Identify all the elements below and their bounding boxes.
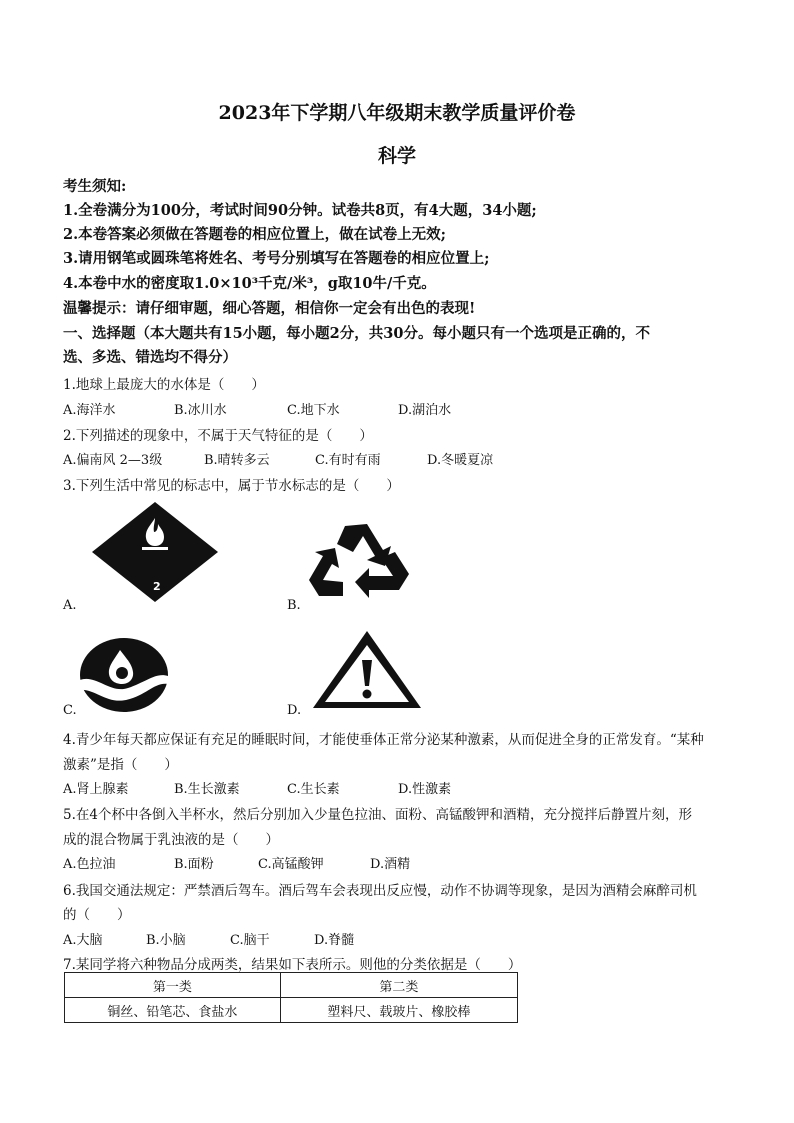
q1-option-a: A.海洋水 <box>63 403 116 418</box>
q3-option-c: C. <box>63 703 77 718</box>
question-2-stem: 2.下列描述的现象中，不属于天气特征的是（ ） <box>63 428 373 444</box>
flammable-gas-sign-icon <box>90 500 220 604</box>
section-heading-line2: 选、多选、错选均不得分） <box>63 349 237 366</box>
table-header-cell: 第二类 <box>280 973 517 998</box>
notice-item-2: 2.本卷答案必须做在答题卷的相应位置上，做在试卷上无效; <box>63 226 446 243</box>
q5-option-d: D.酒精 <box>370 857 411 872</box>
q1-option-c: C.地下水 <box>287 403 340 418</box>
q6-option-a: A.大脑 <box>63 933 103 948</box>
q3-option-d: D. <box>287 703 302 718</box>
table-header-cell: 第一类 <box>65 973 281 998</box>
section-heading-line1: 一、选择题（本大题共有15小题，每小题2分，共30分。每小题只有一个选项是正确的，不 <box>63 325 650 342</box>
q6-option-c: C.脑干 <box>230 933 270 948</box>
q2-option-d: D.冬暖夏凉 <box>427 453 494 468</box>
notice-heading: 考生须知: <box>63 178 127 195</box>
question-3-stem: 3.下列生活中常见的标志中，属于节水标志的是（ ） <box>63 478 400 494</box>
q2-option-b: B.晴转多云 <box>204 453 270 468</box>
table-cell: 铜丝、铅笔芯、食盐水 <box>65 998 281 1023</box>
subject-title: 科学 <box>377 145 416 167</box>
notice-tip: 温馨提示：请仔细审题，细心答题，相信你一定会有出色的表现! <box>63 300 476 317</box>
question-4-stem-line1: 4.青少年每天都应保证有充足的睡眠时间，才能使垂体正常分泌某种激素，从而促进全身的正常发育。“某种 <box>63 732 704 748</box>
q1-option-d: D.湖泊水 <box>398 403 452 418</box>
notice-item-3: 3.请用钢笔或圆珠笔将姓名、考号分别填写在答题卷的相应位置上; <box>63 250 490 267</box>
q6-option-b: B.小脑 <box>146 933 186 948</box>
sign-a-number: 2 <box>153 580 161 593</box>
q2-option-a: A.偏南风 2—3级 <box>63 453 163 468</box>
q4-option-c: C.生长素 <box>287 782 340 797</box>
table-header-row <box>65 973 518 998</box>
classification-table <box>64 972 518 1023</box>
recycle-sign-icon <box>305 520 417 602</box>
q4-option-b: B.生长激素 <box>174 782 240 797</box>
table-row <box>65 998 518 1023</box>
water-saving-sign-icon <box>76 636 172 714</box>
warning-sign-icon <box>310 628 424 712</box>
question-1-stem: 1.地球上最庞大的水体是（ ） <box>63 377 265 393</box>
q4-option-a: A.肾上腺素 <box>63 782 129 797</box>
q3-option-a: A. <box>63 598 77 613</box>
q5-option-c: C.高锰酸钾 <box>258 857 324 872</box>
question-6-stem-line1: 6.我国交通法规定：严禁酒后驾车。酒后驾车会表现出反应慢，动作不协调等现象，是因为酒精会麻醉司机 <box>63 883 697 899</box>
q5-option-b: B.面粉 <box>174 857 214 872</box>
q3-option-b: B. <box>287 598 301 613</box>
q4-option-d: D.性激素 <box>398 782 452 797</box>
q2-option-c: C.有时有雨 <box>315 453 381 468</box>
notice-item-4: 4.本卷中水的密度取1.0×10³千克/米³，g取10牛/千克。 <box>63 275 436 292</box>
notice-item-1: 1.全卷满分为100分，考试时间90分钟。试卷共8页，有4大题，34小题; <box>63 202 537 219</box>
q5-option-a: A.色拉油 <box>63 857 116 872</box>
question-5-stem-line2: 成的混合物属于乳浊液的是（ ） <box>63 832 279 848</box>
q6-option-d: D.脊髓 <box>314 933 355 948</box>
exam-title: 2023年下学期八年级期末教学质量评价卷 <box>218 102 576 124</box>
question-7-stem: 7.某同学将六种物品分成两类，结果如下表所示。则他的分类依据是（ ） <box>63 957 522 973</box>
q1-option-b: B.冰川水 <box>174 403 227 418</box>
question-4-stem-line2: 激素”是指（ ） <box>63 757 178 773</box>
question-6-stem-line2: 的（ ） <box>63 907 131 923</box>
question-5-stem-line1: 5.在4个杯中各倒入半杯水，然后分别加入少量色拉油、面粉、高锰酸钾和酒精，充分搅拌后静置片刻，形 <box>63 807 692 823</box>
table-cell: 塑料尺、载玻片、橡胶棒 <box>280 998 517 1023</box>
